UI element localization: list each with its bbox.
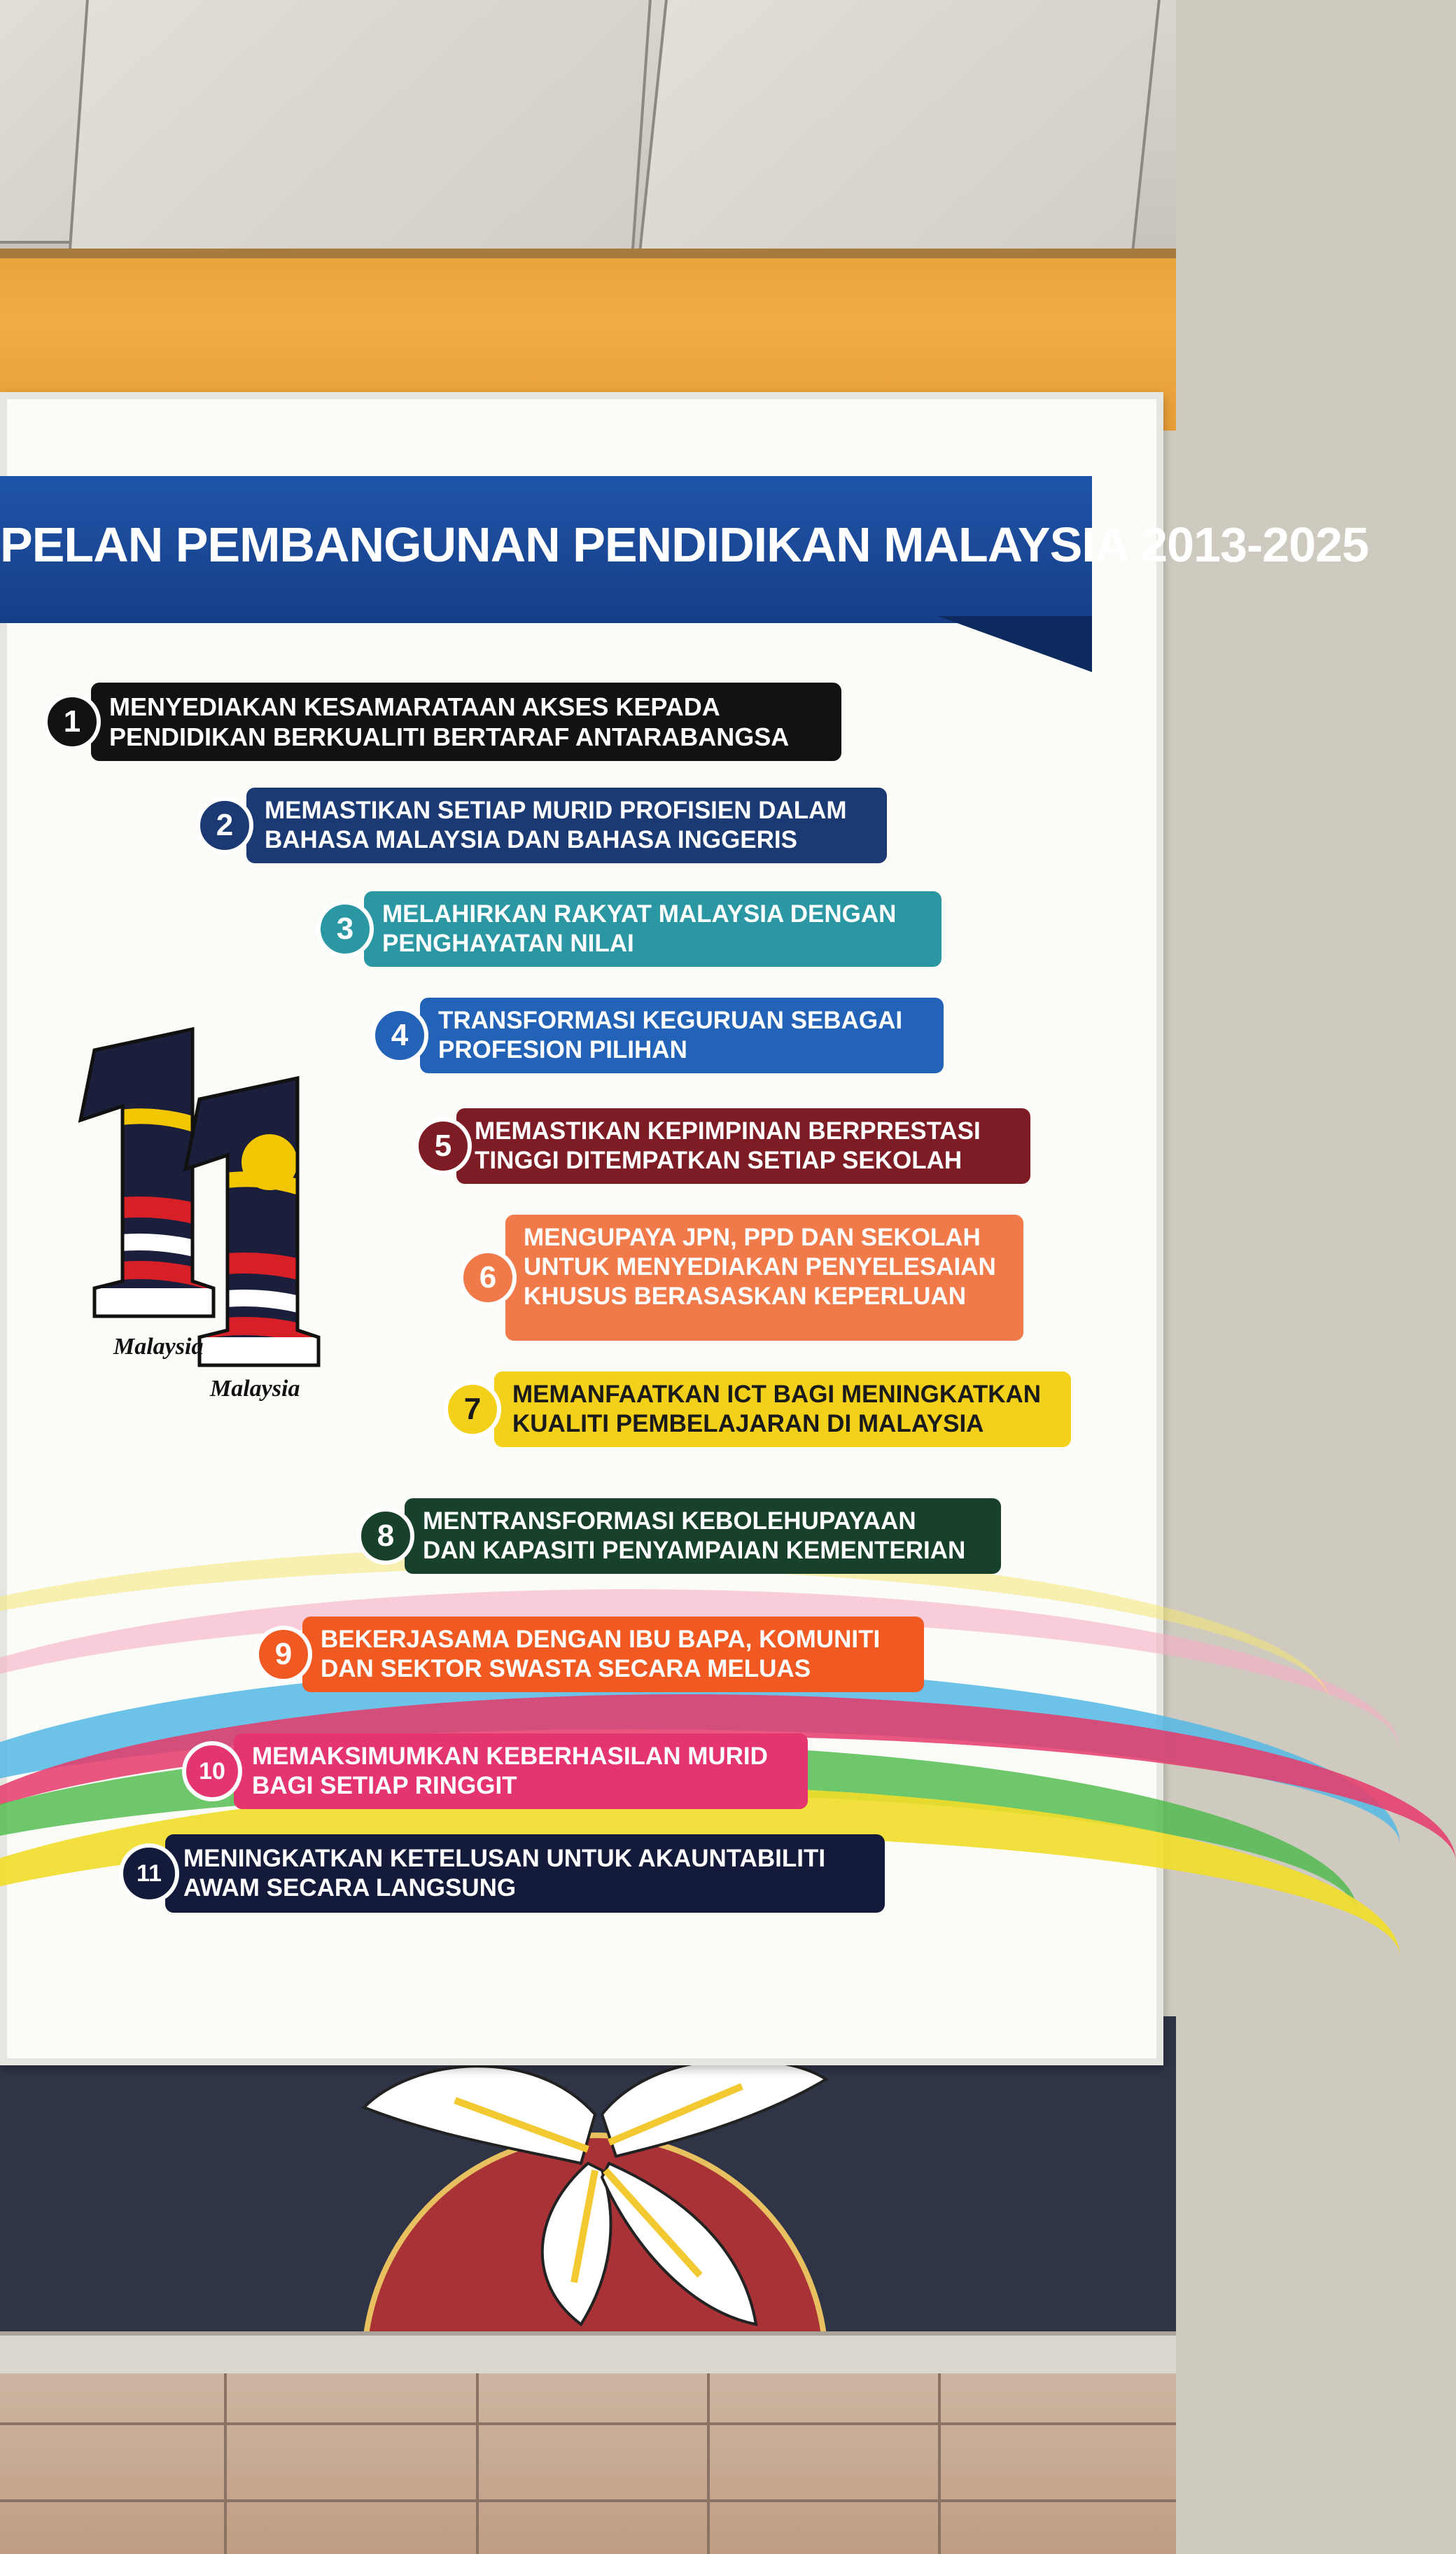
floor [0,2373,1176,2554]
shift-number-badge: 5 [414,1117,472,1175]
shift-item-line-1: MEMAKSIMUMKAN KEBERHASILAN MURID [252,1743,768,1770]
shift-item [494,1372,1071,1447]
shift-item-line-2: BAHASA MALAYSIA DAN BAHASA INGGERIS [265,826,797,853]
shift-item-line-1: MEMANFAATKAN ICT BAGI MENINGKATKAN [512,1381,1042,1408]
shift-item-line-1: BEKERJASAMA DENGAN IBU BAPA, KOMUNITI [321,1626,881,1653]
shift-item-line-1: MELAHIRKAN RAKYAT MALAYSIA DENGAN [382,900,897,928]
shift-item-line-2: PENGHAYATAN NILAI [382,930,634,957]
shift-item-line-1: MENINGKATKAN KETELUSAN UNTUK AKAUNTABILITI [183,1845,826,1872]
wall-edge [0,249,1176,258]
shift-number-badge: 4 [371,1007,428,1064]
shift-item-line-2: TINGGI DITEMPATKAN SETIAP SEKOLAH [475,1147,962,1174]
shift-item [420,998,944,1073]
logo-label-front: Malaysia [210,1376,300,1402]
shift-item-line-1: MENTRANSFORMASI KEBOLEHUPAYAAN [423,1507,916,1535]
shift-item-line-2: PROFESION PILIHAN [438,1036,687,1063]
shift-item [456,1108,1030,1184]
shift-number-badge: 3 [316,900,374,958]
shift-item-line-2: DAN KAPASITI PENYAMPAIAN KEMENTERIAN [423,1537,966,1564]
logo-label-back: Malaysia [113,1334,204,1360]
shift-number-badge: 10 [182,1741,242,1801]
shift-item [91,683,841,761]
shift-item [364,891,941,967]
shift-item [505,1215,1023,1341]
shift-item-line-1: MENYEDIAKAN KESAMARATAAN AKSES KEPADA [109,692,720,721]
ceiling [0,0,1176,252]
shift-item-line-1: MEMASTIKAN SETIAP MURID PROFISIEN DALAM [265,797,847,824]
shift-number-badge: 9 [255,1626,312,1683]
shift-number-badge: 11 [119,1843,179,1904]
shift-item [165,1834,885,1913]
shift-number-badge: 8 [357,1507,414,1565]
page-title: PELAN PEMBANGUNAN PENDIDIKAN MALAYSIA 2013-2025 [0,517,1368,572]
title-banner-tail [938,616,1092,672]
shift-item [246,788,887,863]
shift-number-badge: 2 [196,797,253,854]
ceiling-tile [67,0,652,265]
skirting [0,2331,1176,2378]
shift-item [302,1617,924,1692]
rainbow-swoosh [0,1365,1163,2051]
shift-number-badge: 1 [43,693,101,751]
shift-item-line-3: KHUSUS BERASASKAN KEPERLUAN [524,1283,966,1310]
shift-item-line-1: MENGUPAYA JPN, PPD DAN SEKOLAH [524,1224,981,1251]
ceiling-tile [636,0,1161,272]
shift-number-badge: 7 [444,1381,501,1438]
shift-item-line-2: KUALITI PEMBELAJARAN DI MALAYSIA [512,1410,984,1437]
shift-item [405,1498,1001,1574]
shift-item-line-2: BAGI SETIAP RINGGIT [252,1772,517,1799]
shift-number-badge: 6 [459,1249,517,1306]
shift-item-line-1: TRANSFORMASI KEGURUAN SEBAGAI [438,1007,903,1034]
shift-item-line-2: DAN SEKTOR SWASTA SECARA MELUAS [321,1655,811,1682]
shift-item [234,1733,808,1809]
shift-item-line-2: UNTUK MENYEDIAKAN PENYELESAIAN [524,1253,996,1281]
shift-item-line-1: MEMASTIKAN KEPIMPINAN BERPRESTASI [475,1117,981,1145]
logo-11-malaysia [66,1022,354,1421]
shift-item-line-2: PENDIDIKAN BERKUALITI BERTARAF ANTARABANGSA [109,723,790,752]
shift-item-line-2: AWAM SECARA LANGSUNG [183,1874,517,1901]
